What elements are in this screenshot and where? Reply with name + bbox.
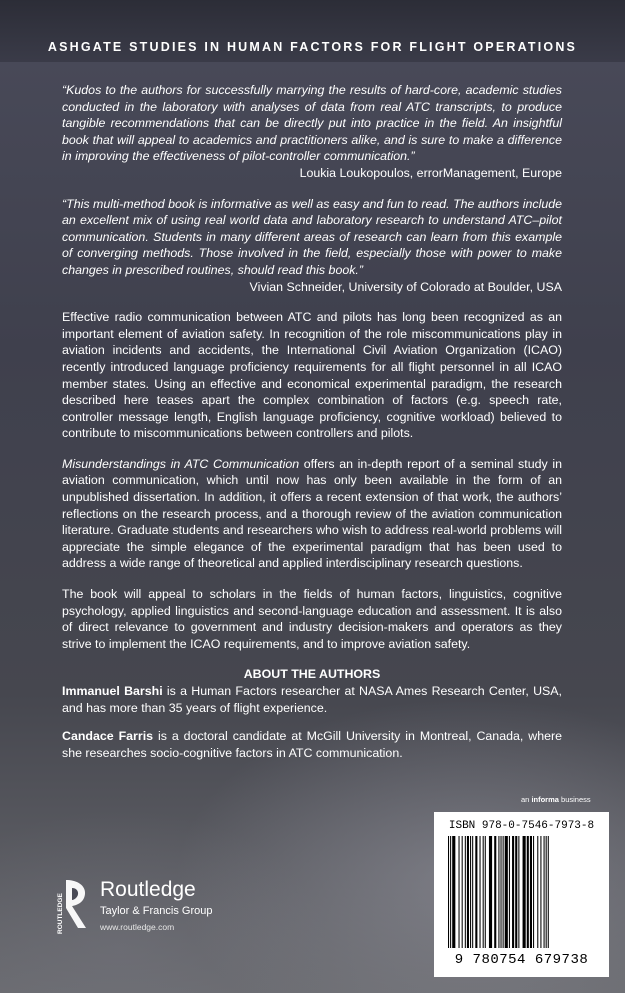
author-name: Immanuel Barshi — [62, 684, 163, 698]
barcode-bar — [459, 836, 460, 948]
description-paragraph-1: Effective radio communication between ATC and pilots has long been recognized as an important element of aviation safety. In recognition of the role miscommunications play in aviation incidents and accidents, the International Civil Aviation Organization (ICAO) recently introduced language proficiency requirements for all flight personnel in all ICAO member states. Using an effective and economical experimental paradigm, the research described here teases apart the complex combination of factors (e.g. speech rate, controller message length, English language proficiency, cognitive workload) believed to contribute to miscommunications between controllers and pilots. — [62, 310, 562, 441]
barcode-bar — [515, 836, 517, 948]
informa-prefix: an — [521, 795, 532, 804]
series-title: ASHGATE STUDIES IN HUMAN FACTORS FOR FLIGHT OPERATIONS — [47, 40, 578, 54]
description-paragraph-2 — [62, 456, 562, 572]
barcode-bar — [480, 836, 481, 948]
barcode-bar — [546, 836, 547, 948]
book-title: Misunderstandings in ATC Communication — [62, 456, 300, 471]
barcode-bar — [467, 836, 469, 948]
barcode-bar — [452, 836, 455, 948]
barcode-bar — [503, 836, 504, 948]
author-bio-2 — [62, 728, 562, 761]
author-name: Candace Farris — [62, 729, 154, 744]
barcode-bar — [475, 836, 477, 948]
cover-text — [62, 82, 562, 773]
barcode-bar — [483, 836, 484, 948]
barcode-bar — [544, 836, 545, 948]
barcode-bar — [530, 836, 532, 948]
barcode-bar — [498, 836, 499, 948]
barcode-bar — [540, 836, 541, 948]
author-bio-text: is a doctoral candidate at McGill University in Montreal, Canada, where she researches socio-cognitive factors in ATC communication. — [62, 729, 562, 760]
vertical-logo-text: ROUTLEDGE — [57, 893, 64, 934]
barcode-bar — [533, 836, 534, 948]
barcode-bar — [448, 836, 449, 948]
review-quote-2 — [62, 196, 562, 296]
quote-attribution: Loukia Loukopoulos, errorManagement, Europe — [299, 165, 562, 180]
barcode-bar — [489, 836, 492, 948]
informa-business-tag — [521, 795, 591, 804]
barcode-bar — [512, 836, 514, 948]
author-bio-1 — [62, 683, 562, 716]
quote-text: “Kudos to the authors for successfully marrying the results of hard-core, academic studies conducted in the laboratory with analyses of data from real ATC transcripts, to produce tangible recommendations that can be directly put into practice in the field. An insightful book that will appeal to academics and practitioners alike, and is sure to make a difference in improving the effectiveness of pilot-controller communication.” — [62, 83, 562, 164]
barcode-bar — [501, 836, 502, 948]
description-paragraph-3: The book will appeal to scholars in the fields of human factors, linguistics, cognitive psychology, applied linguistics and second-language education and assessment. It is also of direct relevance to government and industry decision-makers and operators as they strive to implement the ICAO requirements, and to improve aviation safety. — [62, 587, 562, 651]
barcode-bar — [494, 836, 496, 948]
barcode-bar — [450, 836, 451, 948]
barcode-bar — [527, 836, 529, 948]
barcode-bar — [485, 836, 486, 948]
isbn-digits: 9 780754 679738 — [454, 952, 589, 968]
barcode-bar — [537, 836, 538, 948]
informa-suffix: business — [558, 795, 591, 804]
author-bio-text: is a Human Factors researcher at NASA Ames Research Center, USA, and has more than 35 years of flight experience. — [62, 684, 562, 715]
review-quote-1 — [62, 82, 562, 182]
barcode-bar — [518, 836, 519, 948]
informa-brand: informa — [531, 795, 559, 804]
publisher-url: www.routledge.com — [100, 922, 175, 932]
paragraph-text: offers an in-depth report of a seminal study in aviation communication, which until now has only been available in the form of an unpublished dissertation. In addition, it offers a recent extension of that work, the authors’ reflections on the research process, and a thorough review of the aviation communication literature. Graduate students and researchers who wish to address real-world problems will appreciate the simple elegance of the experimental paradigm that has been used to address a wide range of theoretical and applied interdisciplinary research questions. — [62, 456, 562, 571]
barcode-bar — [465, 836, 466, 948]
publisher-block — [58, 876, 278, 936]
about-authors-heading: ABOUT THE AUTHORS — [243, 667, 381, 682]
barcode-bar — [462, 836, 463, 948]
routledge-logo-icon — [58, 876, 96, 936]
barcode-bar — [472, 836, 473, 948]
isbn-barcode — [434, 812, 609, 977]
barcode-bar — [509, 836, 510, 948]
publisher-name: Routledge — [100, 878, 196, 901]
barcode-bar — [470, 836, 471, 948]
publisher-group: Taylor & Francis Group — [100, 905, 213, 917]
quote-text: “This multi-method book is informative as well as easy and fun to read. The authors include an excellent mix of using real world data and laboratory research to understand ATC–pilot communication. Students in many different areas of research can learn from this example of converging methods. Those involved in the field, especially those with power to make changes in prescribed routines, should read this book.” — [62, 196, 562, 277]
barcode-bar — [523, 836, 526, 948]
barcode-bars — [448, 836, 595, 948]
barcode-bar — [548, 836, 549, 948]
quote-attribution: Vivian Schneider, University of Colorado at Boulder, USA — [249, 279, 562, 294]
isbn-label: ISBN 978-0-7546-7973-8 — [448, 820, 595, 832]
barcode-bar — [505, 836, 508, 948]
